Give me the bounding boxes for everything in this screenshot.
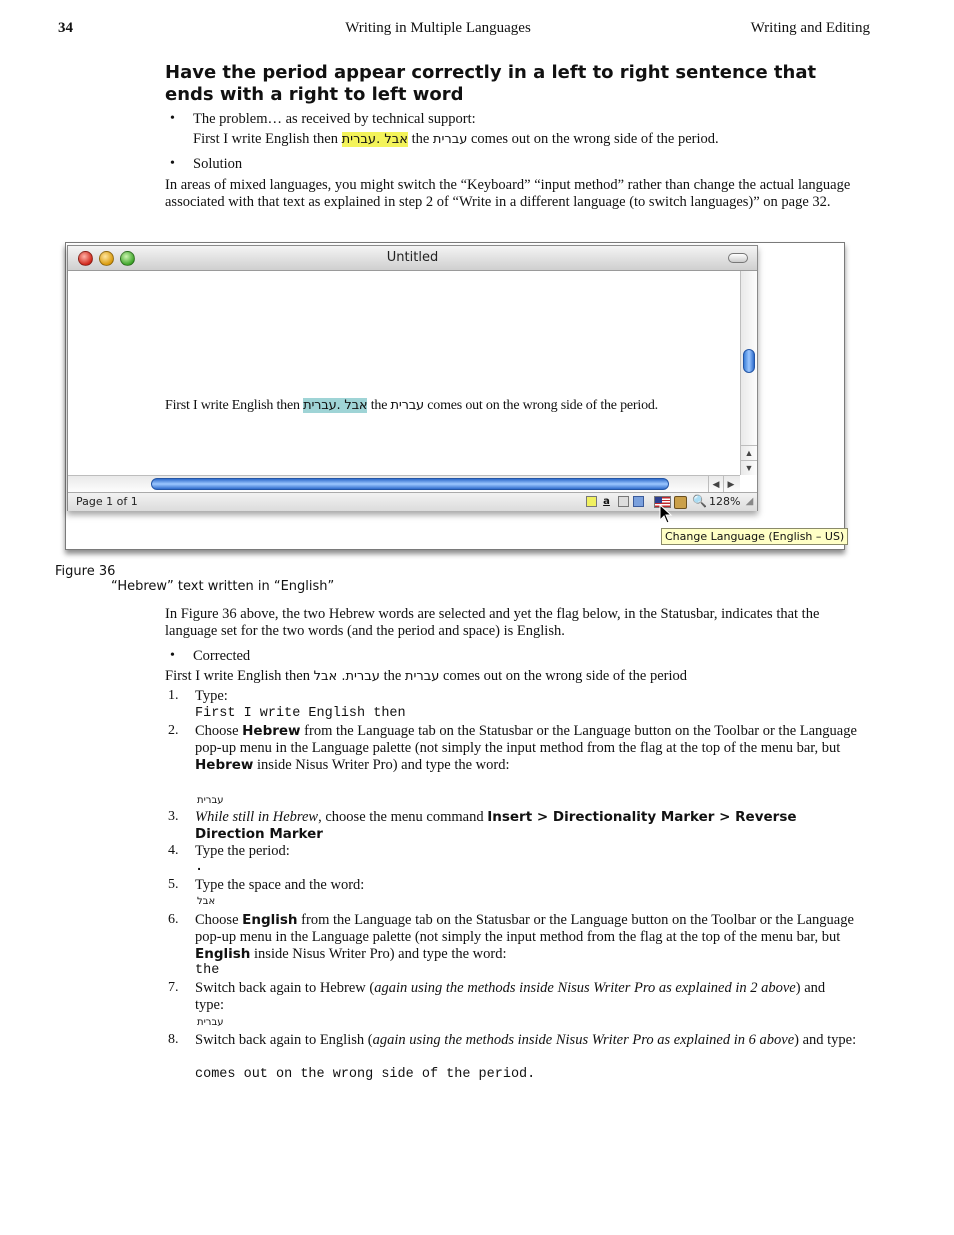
scroll-down-arrow-icon[interactable]: ▼ [741,460,757,475]
info-icon[interactable] [633,496,644,507]
statusbar [68,492,757,511]
page-indicator[interactable]: Page 1 of 1 [76,495,138,508]
step-number: 7. [168,980,179,995]
scroll-left-arrow-icon[interactable]: ◀ [708,476,723,492]
step-5-text: Type the space and the word: [195,877,365,893]
doc-text-end: comes out on the wrong side of the period. [423,398,658,413]
step-7-c: ) and type: [195,980,826,1013]
step-2-text [195,723,857,774]
language-tooltip: Change Language (English – US) [661,528,848,545]
horizontal-scroll-thumb[interactable] [151,478,669,490]
explanation-paragraph: In Figure 36 above, the two Hebrew words are selected and yet the flag below, in the Statusbar, indicates that the language set for the two words (and the period and space) is English. [165,606,820,639]
step-8-italic: again using the methods inside Nisus Writer Pro as explained in 6 above [372,1032,795,1048]
step-number: 3. [168,809,179,824]
step-6-a: Choose [195,912,243,928]
step-3-italic: While still in Hebrew [195,809,319,825]
hebrew-word: עברית [432,132,468,147]
corrected-hebrew-phrase: עברית. אבל [313,669,380,684]
step-3-text [195,809,857,843]
scroll-up-arrow-icon[interactable]: ▲ [741,445,757,460]
step-2-a: Choose [195,723,243,739]
hebrew-highlight: אבל .עברית [341,132,408,147]
step-5-code: אבל [197,896,216,907]
resize-grip-icon[interactable]: ◢ [745,496,754,507]
vertical-scrollbar[interactable] [740,271,757,475]
step-6-e: inside Nisus Writer Pro) and type the word: [250,946,507,962]
step-6-c: from the Language tab on the Statusbar or the Language button on the Toolbar or the Language pop-up menu in the Language palette (not simply the input method from the flag at the top of the menu bar, but [195,912,854,945]
document-text-line[interactable] [165,398,658,414]
step-6-text [195,912,857,963]
step-8-a: Switch back again to English ( [195,1032,373,1048]
figure-caption: “Hebrew” text written in “English” [111,579,335,594]
step-6-english-bold-2: English [195,946,251,962]
step-8-text [195,1032,857,1049]
corrected-text-end: comes out on the wrong side of the period [439,668,688,684]
step-7-text [195,980,857,1014]
horizontal-scrollbar[interactable] [68,475,740,492]
step-2-hebrew-bold: Hebrew [242,723,301,739]
solution-label: Solution [193,156,243,172]
doc-hebrew-word: עברית [390,398,424,413]
bullet-marker: • [170,156,175,171]
figure-label: Figure 36 [55,564,116,579]
step-number: 4. [168,843,179,858]
highlight-color-icon[interactable] [586,496,597,507]
window-titlebar[interactable] [68,246,757,271]
font-style-icon[interactable]: a [603,496,610,507]
corrected-hebrew-word: עברית [404,669,440,684]
doc-text-mid: the [367,398,391,413]
step-number: 5. [168,877,179,892]
corrected-text-start: First I write English then [165,668,314,684]
step-4-text: Type the period: [195,843,290,859]
corrected-label: Corrected [193,648,251,664]
page-number: 34 [58,20,73,36]
example-text-mid: the [407,131,433,147]
mouse-pointer-icon [659,504,673,524]
document-content[interactable] [68,271,740,475]
corrected-example-line [165,668,687,685]
step-number: 1. [168,688,179,703]
step-7-code: עברית [197,1017,224,1028]
step-6-code: the [195,963,220,978]
zoom-level[interactable]: 128% [709,495,741,508]
window-title: Untitled [386,250,439,265]
step-4-code: . [195,860,204,875]
step-2-hebrew-bold-2: Hebrew [195,757,254,773]
step-number: 6. [168,912,179,927]
selected-hebrew-text[interactable]: אבל .עברית [303,398,368,413]
step-number: 2. [168,723,179,738]
vertical-scroll-thumb[interactable] [743,349,755,373]
step-2-c: from the Language tab on the Statusbar or the Language button on the Toolbar or the Language pop-up menu in the Language palette (not simply the input method from the flag at the top of the menu bar, but [195,723,857,756]
step-2-e: inside Nisus Writer Pro) and type the word: [253,757,510,773]
step-1-code: First I write English then [195,706,406,721]
toolbar-toggle-button[interactable] [728,253,748,263]
step-7-italic: again using the methods inside Nisus Writer Pro as explained in 2 above [374,980,796,996]
step-3-b: , choose the menu command [318,809,488,825]
document-window [67,245,758,511]
corrected-text-mid: the [379,668,405,684]
zoom-magnifier-icon[interactable]: 🔍 [692,494,707,508]
problem-label: The problem… as received by technical support: [193,111,476,127]
step-7-a: Switch back again to Hebrew ( [195,980,375,996]
section-heading: Have the period appear correctly in a left to right sentence that ends with a right to left word [165,62,817,105]
example-text-end: comes out on the wrong side of the period. [467,131,719,147]
chapter-title: Writing in Multiple Languages [345,20,531,36]
step-1-text: Type: [195,688,228,704]
scroll-right-arrow-icon[interactable]: ▶ [723,476,738,492]
step-8-c: ) and type: [794,1032,857,1048]
example-text-start: First I write English then [193,131,342,147]
dictionary-icon[interactable] [674,496,687,509]
doc-text-start: First I write English then [165,398,304,413]
problem-example-line [193,131,719,148]
section-title: Writing and Editing [750,20,870,36]
solution-paragraph: In areas of mixed languages, you might switch the “Keyboard” “input method” rather than change the actual language associated with that text as explained in step 2 of “Write in a different language (to switch languages)” on page 32. [165,177,851,210]
step-6-english-bold: English [242,912,298,928]
paragraph-style-icon[interactable] [618,496,629,507]
bullet-marker: • [170,648,175,663]
step-8-code: comes out on the wrong side of the period. [195,1067,536,1082]
step-2-code: עברית [197,795,224,806]
bullet-marker: • [170,111,175,126]
step-3-menu-command: Insert > Directionality Marker > Reverse Direction Marker [195,809,797,842]
step-number: 8. [168,1032,179,1047]
